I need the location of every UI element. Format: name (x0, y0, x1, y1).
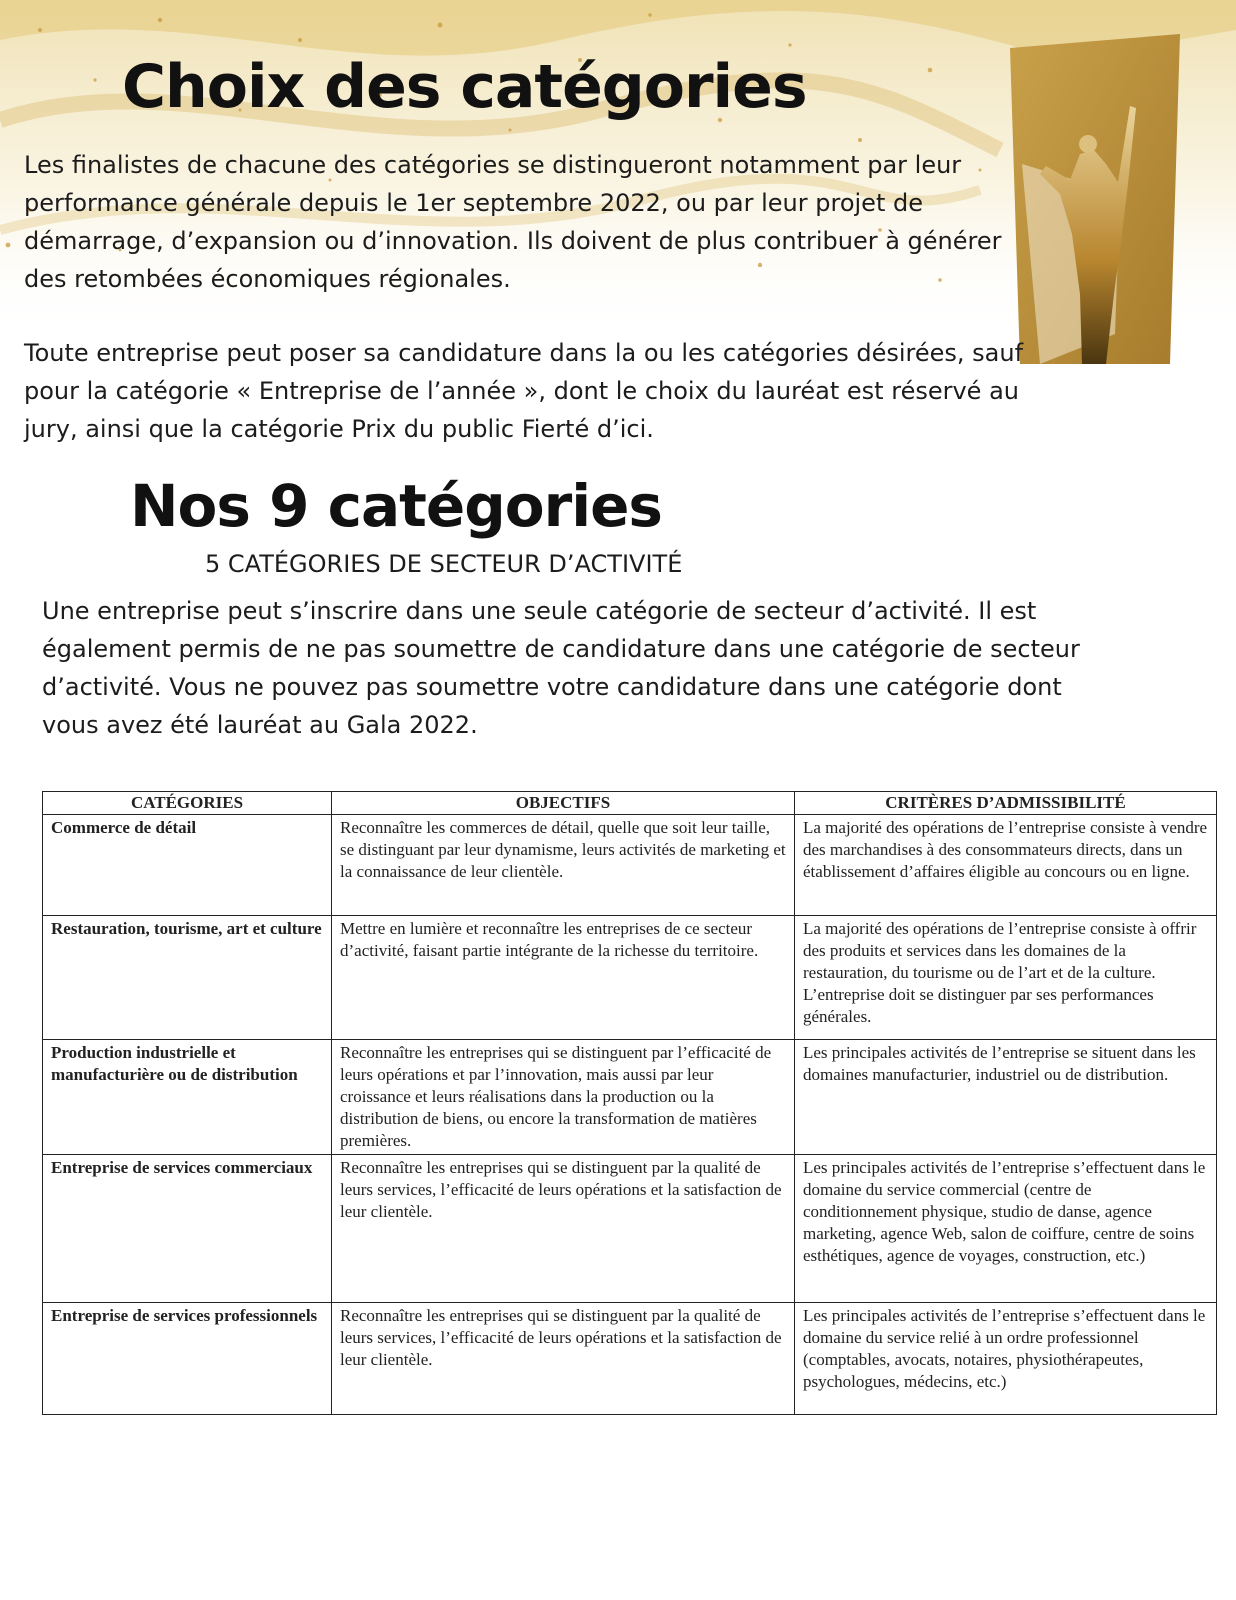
trophy-image (1010, 34, 1190, 374)
criteria-cell: Les principales activités de l’entreprise se situent dans les domaines manufacturier, industriel ou de distribution. (795, 1040, 1217, 1155)
objective-cell: Reconnaître les entreprises qui se distinguent par l’efficacité de leurs opérations et par l’innovation, mais aussi par leur croissance et leurs réalisations dans la production ou la distribution de biens, ou encore la transformation de matières premières. (332, 1040, 795, 1155)
intro-paragraph-2: Toute entreprise peut poser sa candidature dans la ou les catégories désirées, sauf pour la catégorie « Entreprise de l’année », dont le choix du lauréat est réservé au jury, ainsi que la catégorie Prix du public Fierté d’ici. (24, 339, 1024, 443)
criteria-cell: Les principales activités de l’entreprise s’effectuent dans le domaine du service relié à un ordre professionnel (comptables, avocats, notaires, physiothérapeutes, psychologues, médecins, etc.) (795, 1303, 1217, 1415)
column-header-objectives: OBJECTIFS (332, 792, 795, 815)
objective-cell: Reconnaître les commerces de détail, quelle que soit leur taille, se distinguant par leur dynamisme, leurs activités de marketing et la connaissance de leur clientèle. (332, 815, 795, 916)
section-title: Nos 9 catégories (130, 472, 662, 540)
category-cell: Commerce de détail (43, 815, 332, 916)
table-row (43, 916, 1217, 1040)
criteria-cell: La majorité des opérations de l’entreprise consiste à offrir des produits et services dans les domaines de la restauration, du tourisme ou de l’art et de la culture. L’entreprise doit se distinguer par ses performances générales. (795, 916, 1217, 1040)
table-row (43, 1040, 1217, 1155)
objective-cell: Reconnaître les entreprises qui se distinguent par la qualité de leurs services, l’efficacité de leurs opérations et la satisfaction de leur clientèle. (332, 1155, 795, 1303)
category-cell: Entreprise de services commerciaux (43, 1155, 332, 1303)
category-cell: Entreprise de services professionnels (43, 1303, 332, 1415)
table-row (43, 1303, 1217, 1415)
objective-cell: Mettre en lumière et reconnaître les entreprises de ce secteur d’activité, faisant partie intégrante de la richesse du territoire. (332, 916, 795, 1040)
category-cell: Production industrielle et manufacturière ou de distribution (43, 1040, 332, 1155)
section-subtitle: 5 CATÉGORIES DE SECTEUR D’ACTIVITÉ (205, 550, 683, 578)
table-row (43, 1155, 1217, 1303)
category-cell: Restauration, tourisme, art et culture (43, 916, 332, 1040)
column-header-criteria: CRITÈRES D’ADMISSIBILITÉ (795, 792, 1217, 815)
criteria-cell: La majorité des opérations de l’entreprise consiste à vendre des marchandises à des consommateurs directs, dans un établissement d’affaires éligible au concours ou en ligne. (795, 815, 1217, 916)
criteria-cell: Les principales activités de l’entreprise s’effectuent dans le domaine du service commercial (centre de conditionnement physique, studio de danse, agence marketing, agence Web, salon de coiffure, centre de soins esthétiques, agence de voyages, construction, etc.) (795, 1155, 1217, 1303)
objective-cell: Reconnaître les entreprises qui se distinguent par la qualité de leurs services, l’efficacité de leurs opérations et la satisfaction de leur clientèle. (332, 1303, 795, 1415)
page-title: Choix des catégories (122, 52, 807, 122)
categories-table (42, 791, 1217, 1415)
intro-paragraph-1: Les finalistes de chacune des catégories se distingueront notamment par leur performance générale depuis le 1er septembre 2022, ou par leur projet de démarrage, d’expansion ou d’innovation. Ils doivent de plus contribuer à générer des retombées économiques régionales. (24, 151, 1002, 293)
table-header-row (43, 792, 1217, 815)
section-paragraph: Une entreprise peut s’inscrire dans une seule catégorie de secteur d’activité. Il est également permis de ne pas soumettre de candidature dans une catégorie de secteur d’activité. Vous ne pouvez pas soumettre votre candidature dans une catégorie dont vous avez été lauréat au Gala 2022. (42, 597, 1080, 739)
table-row (43, 815, 1217, 916)
column-header-categories: CATÉGORIES (43, 792, 332, 815)
